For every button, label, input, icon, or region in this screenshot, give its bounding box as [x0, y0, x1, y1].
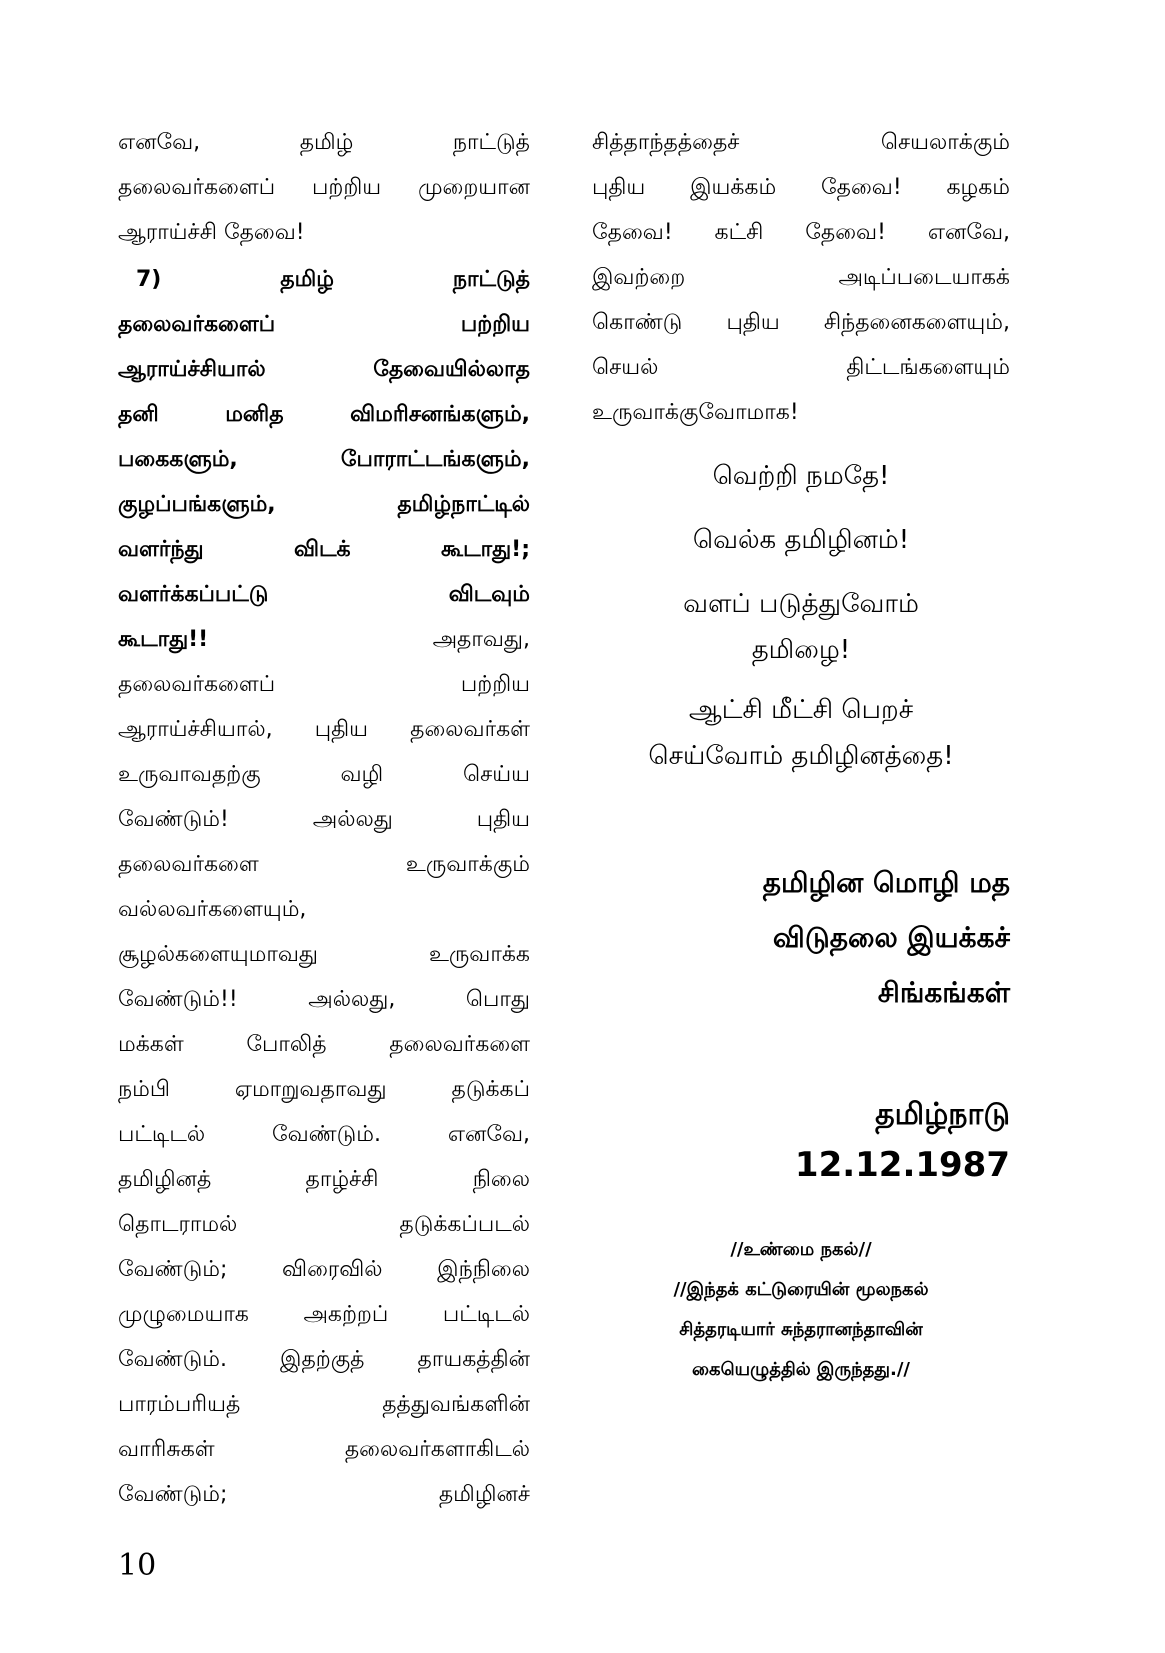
date: 12.12.1987	[794, 1145, 1010, 1185]
text-line: வேண்டும்; விரைவில் இந்நிலை	[118, 1257, 530, 1282]
text-line: புதிய இயக்கம் தேவை! கழகம்	[592, 175, 1010, 200]
slogan: செய்வோம் தமிழினத்தை!	[648, 741, 954, 771]
note-block	[592, 1230, 1010, 1390]
text-line: 7) தமிழ் நாட்டுத்	[136, 267, 530, 292]
text-line: பகைகளும், போராட்டங்களும்,	[118, 447, 530, 472]
text-line: தலைவர்களைப் பற்றிய	[118, 672, 530, 697]
text-line: தலைவர்களைப் பற்றிய	[118, 312, 530, 337]
bold-fragment: கூடாது!!	[118, 627, 209, 652]
text-line: தேவை! கட்சி தேவை! எனவே,	[592, 220, 1010, 245]
place: தமிழ்நாடு	[875, 1097, 1010, 1132]
text-line: வேண்டும்! அல்லது புதிய	[118, 807, 530, 832]
page-number: 10	[118, 1548, 157, 1583]
text-line: இவற்றை அடிப்படையாகக்	[592, 265, 1010, 290]
text-line: ஆராய்ச்சியால், புதிய தலைவர்கள்	[118, 717, 530, 742]
text-line: முழுமையாக அகற்றப் பட்டிடல்	[118, 1302, 530, 1327]
text-line: வேண்டும்; தமிழினச்	[118, 1482, 530, 1507]
paragraph-2-rest	[118, 662, 530, 1517]
text-line: செயல் திட்டங்களையும்	[592, 355, 1010, 380]
note-line: //உண்மை நகல்//	[730, 1239, 872, 1260]
text-line: குழப்பங்களும், தமிழ்நாட்டில்	[118, 492, 530, 517]
text-line: வாரிசுகள் தலைவர்களாகிடல்	[118, 1437, 530, 1462]
left-column	[118, 120, 530, 1517]
right-column	[592, 120, 1010, 1390]
note-line: //இந்தக் கட்டுரையின் மூலநகல்	[673, 1279, 929, 1300]
text-line: உருவாக்குவோமாக!	[592, 400, 799, 425]
organization-signature	[592, 855, 1010, 1020]
text-line: உருவாவதற்கு வழி செய்ய	[118, 762, 530, 787]
slogan: வளப் படுத்துவோம்	[683, 589, 919, 619]
text-line: கொண்டு புதிய சிந்தனைகளையும்,	[592, 310, 1010, 335]
regular-fragment: அதாவது,	[432, 627, 530, 652]
paragraph-2-bold	[118, 257, 530, 617]
mixed-line	[118, 617, 530, 662]
text-line: வல்லவர்களையும்,	[118, 897, 307, 922]
text-line: பாரம்பரியத் தத்துவங்களின்	[118, 1392, 530, 1417]
note-line: கையெழுத்தில் இருந்தது.//	[692, 1359, 910, 1380]
text-line: மக்கள் போலித் தலைவர்களை	[118, 1032, 530, 1057]
text-line: தனி மனித விமரிசனங்களும்,	[118, 402, 530, 427]
text-line: ஆராய்ச்சி தேவை!	[118, 220, 305, 245]
text-line: நம்பி ஏமாறுவதாவது தடுக்கப்	[118, 1077, 530, 1102]
place-date	[592, 1090, 1010, 1190]
text-line: தலைவர்களைப் பற்றிய முறையான	[118, 175, 530, 200]
organization-line: தமிழின மொழி மத	[762, 866, 1010, 899]
text-line: பட்டிடல் வேண்டும். எனவே,	[118, 1122, 530, 1147]
text-line: வேண்டும். இதற்குத் தாயகத்தின்	[118, 1347, 530, 1372]
text-line: வளர்க்கப்பட்டு விடவும்	[118, 582, 530, 607]
text-line: ஆராய்ச்சியால் தேவையில்லாத	[118, 357, 530, 382]
slogans	[592, 453, 1010, 779]
slogan: தமிழை!	[751, 635, 851, 665]
organization-line: சிங்கங்கள்	[877, 976, 1010, 1009]
paragraph-1	[118, 120, 530, 255]
text-line: சூழல்களையுமாவது உருவாக்க	[118, 942, 530, 967]
slogan: வெற்றி நமதே!	[712, 461, 890, 491]
text-line: வளர்ந்து விடக் கூடாது!;	[118, 537, 530, 562]
text-line: எனவே, தமிழ் நாட்டுத்	[118, 130, 530, 155]
text-line: தமிழினத் தாழ்ச்சி நிலை	[118, 1167, 530, 1192]
text-line: தொடராமல் தடுக்கப்படல்	[118, 1212, 530, 1237]
slogan: ஆட்சி மீட்சி பெறச்	[688, 695, 914, 725]
note-line: சித்தரடியார் சுந்தரானந்தாவின்	[679, 1319, 923, 1340]
text-line: வேண்டும்!! அல்லது, பொது	[118, 987, 530, 1012]
right-paragraph	[592, 120, 1010, 435]
organization-line: விடுதலை இயக்கச்	[772, 921, 1010, 954]
slogan: வெல்க தமிழினம்!	[692, 525, 910, 555]
text-line: சித்தாந்தத்தைச் செயலாக்கும்	[592, 130, 1010, 155]
text-line: தலைவர்களை உருவாக்கும்	[118, 852, 530, 877]
